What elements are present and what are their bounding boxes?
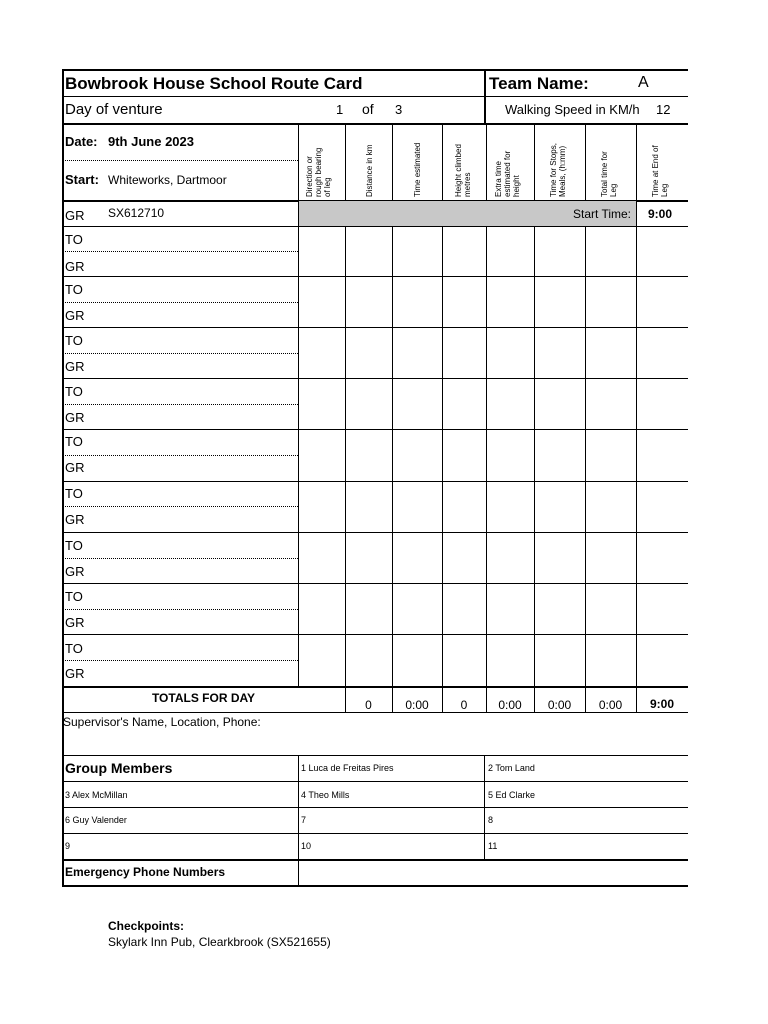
member-7: 7 — [301, 815, 307, 825]
member-2: 2 Tom Land — [488, 763, 535, 773]
day-total: 3 — [395, 102, 403, 117]
col-header-extra-time: Extra time estimated for height — [494, 150, 521, 197]
leg-gr-label: GR — [65, 259, 85, 274]
col-header-direction: Direction or rough bearing of leg — [305, 147, 332, 197]
total-end-time: 9:00 — [649, 697, 675, 711]
leg-to-label: TO — [65, 384, 83, 399]
total-extra-time: 0:00 — [498, 698, 522, 712]
member-3: 3 Alex McMillan — [65, 790, 128, 800]
member-10: 10 — [301, 841, 312, 851]
member-5: 5 Ed Clarke — [488, 790, 536, 800]
leg-to-label: TO — [65, 434, 83, 449]
total-time-estimated: 0:00 — [405, 698, 429, 712]
group-members-title: Group Members — [65, 760, 173, 776]
date-label: Date: — [65, 134, 98, 149]
start-time-value: 9:00 — [648, 207, 673, 221]
col-header-stops: Time for Stops, Meals, (h:mm) — [549, 143, 567, 197]
leg-gr-label: GR — [65, 410, 85, 425]
col-header-height: Height climbed metres — [454, 144, 472, 197]
start-value: Whiteworks, Dartmoor — [108, 173, 227, 187]
member-8: 8 — [488, 815, 494, 825]
leg-to-label: TO — [65, 538, 83, 553]
leg-to-label: TO — [65, 641, 83, 656]
col-header-distance: Distance in km — [365, 144, 374, 197]
total-stops: 0:00 — [547, 698, 572, 712]
total-time: 0:00 — [598, 698, 623, 712]
leg-gr-label: GR — [65, 615, 85, 630]
leg-to-label: TO — [65, 333, 83, 348]
totals-label: TOTALS FOR DAY — [151, 691, 256, 705]
start-label: Start: — [65, 172, 99, 187]
start-time-label: Start Time: — [573, 207, 632, 221]
emergency-phone-label: Emergency Phone Numbers — [65, 865, 226, 879]
date-value: 9th June 2023 — [108, 134, 194, 149]
leg-to-label: TO — [65, 589, 83, 604]
leg-gr-label: GR — [65, 308, 85, 323]
walking-speed-label: Walking Speed in KM/h — [505, 102, 640, 117]
team-name-value: A — [638, 74, 649, 91]
leg-to-label: TO — [65, 486, 83, 501]
checkpoints-title: Checkpoints: — [108, 919, 185, 933]
leg-gr-label: GR — [65, 460, 85, 475]
page-title: Bowbrook House School Route Card — [65, 74, 363, 93]
start-gr-value: SX612710 — [108, 206, 165, 220]
total-distance: 0 — [365, 698, 372, 712]
leg-gr-label: GR — [65, 512, 85, 527]
member-4: 4 Theo Mills — [301, 790, 350, 800]
team-name-label: Team Name: — [489, 74, 589, 93]
walking-speed-value: 12 — [656, 102, 671, 117]
total-height: 0 — [460, 698, 468, 712]
leg-to-label: TO — [65, 232, 83, 247]
leg-to-label: TO — [65, 282, 83, 297]
member-1: 1 Luca de Freitas Pires — [301, 763, 394, 773]
leg-gr-label: GR — [65, 359, 85, 374]
leg-gr-label: GR — [65, 564, 85, 579]
member-11: 11 — [488, 841, 498, 851]
member-9: 9 — [65, 841, 71, 851]
leg-gr-label: GR — [65, 666, 85, 681]
day-number: 1 — [336, 102, 344, 117]
day-of-venture-label: Day of venture — [65, 101, 163, 118]
col-header-time-estimated: Time estimated — [413, 142, 422, 197]
checkpoints-text: Skylark Inn Pub, Clearkbrook (SX521655) — [108, 935, 331, 949]
col-header-total-time: Total time for Leg — [600, 151, 618, 197]
member-6: 6 Guy Valender — [65, 815, 127, 825]
day-of-text: of — [362, 101, 374, 117]
start-gr-label: GR — [65, 208, 85, 223]
supervisor-label: Supervisor's Name, Location, Phone: — [63, 715, 261, 729]
col-header-end-time: Time at End of Leg — [651, 145, 669, 197]
